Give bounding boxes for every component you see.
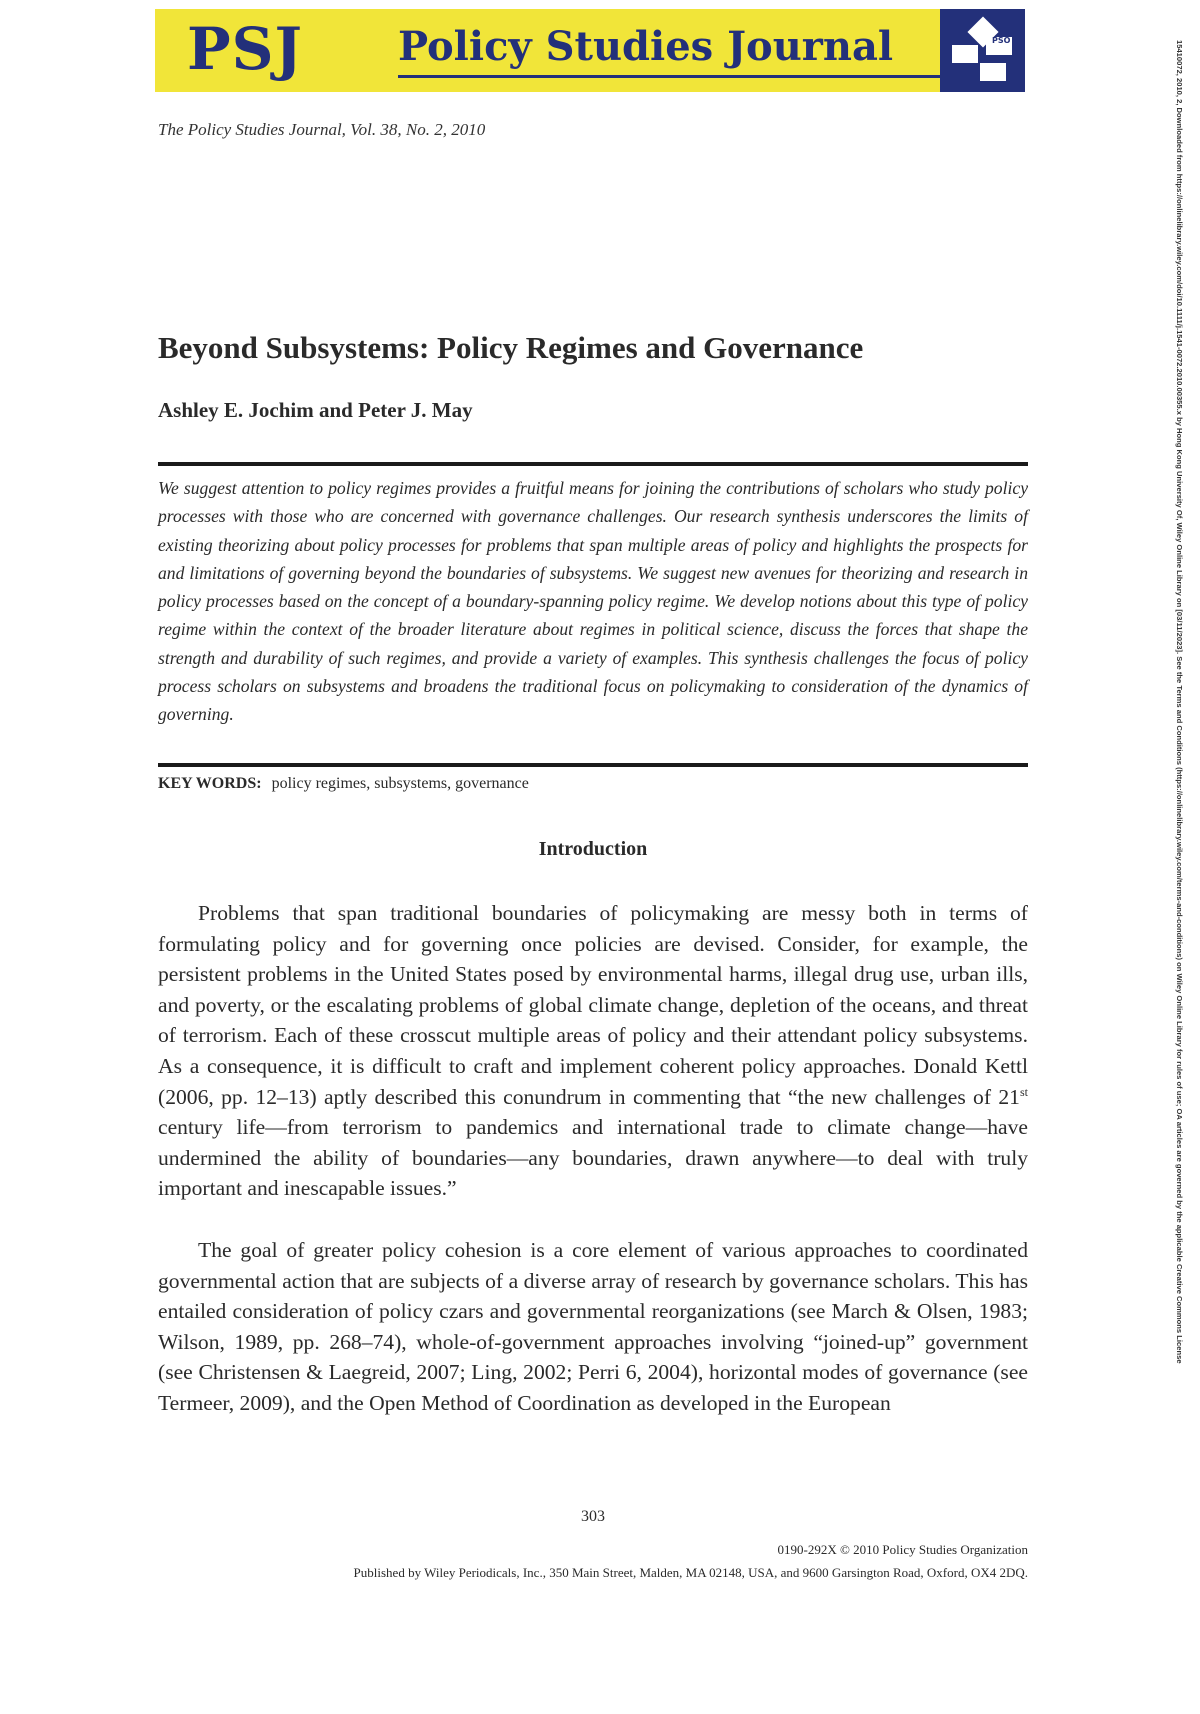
superscript-st: st [1019,1084,1028,1099]
abstract-text: We suggest attention to policy regimes provides a fruitful means for joining the contributions of scholars who study policy processes with those who are concerned with governance challenges. Our research synthesis underscores the limits of existing theorizing about policy processes for problems that span multiple areas of policy and highlights the prospects for and limitations of governing beyond the boundaries of subsystems. We suggest new avenues for theorizing and research in policy processes based on the concept of a boundary-spanning policy regime. We develop notions about this type of policy regime within the context of the broader literature about regimes in political science, discuss the forces that shape the strength and durability of such regimes, and provide a variety of examples. This synthesis challenges the focus of policy process scholars on subsystems and broadens the traditional focus on policymaking to consideration of the dynamics of governing. [158,478,1028,725]
paragraph-1-text-b: century life—from terrorism to pandemics and international trade to climate change—have undermined the ability of boundaries—any boundaries, drawn anywhere—to deal with truly important and inescapable issues.” [158,1115,1028,1201]
publisher-line: Published by Wiley Periodicals, Inc., 350 Main Street, Malden, MA 02148, USA, and 9600 Garsington Road, Oxford, OX4 2DQ. [353,1565,1028,1580]
page-number: 303 [581,1508,605,1525]
body-paragraph: The goal of greater policy cohesion is a core element of various approaches to coordinated governmental action that are subjects of a diverse array of research by governance scholars. This has entailed consideration of policy czars and governmental reorganizations (see March & Olsen, 1983; Wilson, 1989, pp. 268–74), whole-of-government approaches involving “joined-up” government (see Christensen & Laegreid, 2007; Ling, 2002; Perri 6, 2004), horizontal modes of governance (see Termeer, 2009), and the Open Method of Coordination as developed in the European [158,1238,1028,1415]
abstract-top-rule [158,462,1028,466]
download-side-note-text: 15410072, 2010, 2, Downloaded from https://onlinelibrary.wiley.com/doi/10.1111/j.1541-0072.2010.00355.x by Hong Kong University Of, Wiley Online Library on [03/11/2023]. See the Terms and Conditions (https://onlinelibrary.wiley.com/terms-and-conditions) on Wiley Online Library for rules of use; OA articles are governed by the applicable Creative Commons License [1175,40,1184,1364]
journal-name: Policy Studies Journal [398,23,894,70]
article-authors: Ashley E. Jochim and Peter J. May [158,398,473,422]
journal-citation: The Policy Studies Journal, Vol. 38, No. 2, 2010 [158,120,486,139]
download-side-note [1172,40,1184,1680]
paragraph-1-text-a: Problems that span traditional boundaries of policymaking are messy both in terms of formulating policy and for governing once policies are devised. Consider, for example, the persistent problems in the United States posed by environmental harms, illegal drug use, urban ills, and poverty, or the escalating problems of global climate change, depletion of the oceans, and threat of terrorism. Each of these crosscut multiple areas of policy and their attendant policy subsystems. As a consequence, it is difficult to craft and implement coherent policy approaches. Donald Kettl (2006, pp. 12–13) aptly described this conundrum in commenting that “the new challenges of 21 [158,901,1028,1109]
pso-logo-text: PSO [992,36,1011,45]
pso-logo-icon [946,15,1019,86]
article-title: Beyond Subsystems: Policy Regimes and Governance [158,330,864,365]
journal-banner [155,9,1025,92]
pso-logo [940,9,1025,92]
keywords [158,775,529,793]
section-heading-introduction: Introduction [538,838,648,860]
copyright-line: 0190-292X © 2010 Policy Studies Organization [777,1542,1028,1557]
keywords-list: policy regimes, subsystems, governance [271,775,529,792]
body-paragraph [158,898,1028,1204]
journal-name-underline [398,75,998,78]
keywords-label: KEY WORDS: [158,775,262,792]
journal-abbrev: PSJ [187,15,303,83]
abstract-bottom-rule [158,763,1028,767]
